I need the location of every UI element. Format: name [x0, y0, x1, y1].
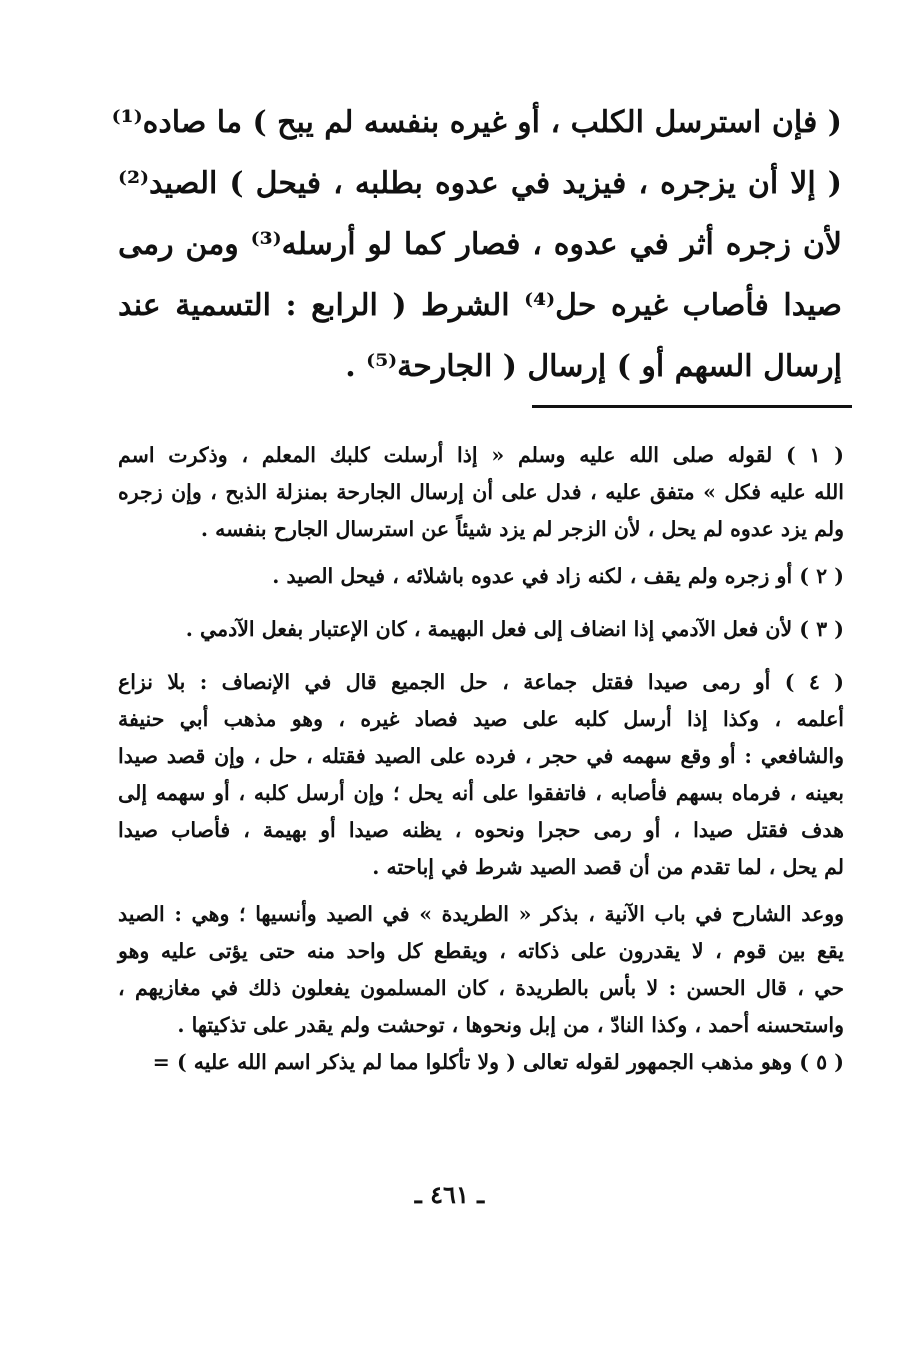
main-text-line: إرسال السهم أو ) إرسال ( الجارحة⁽⁵⁾ .: [345, 349, 842, 384]
footnote-line: ( ١ ) لقوله صلى الله عليه وسلم « إذا أرسلت كلبك المعلم ، وذكرت اسم: [118, 443, 844, 467]
footnote-line: هدف فقتل صيدا ، أو رمى حجرا ونحوه ، يظنه صيدا أو بهيمة ، فأصاب صيدا: [118, 818, 844, 842]
footnote-line: يقع بين قوم ، لا يقدرون على ذكاته ، ويقطع كل واحد منه حتى يؤتى عليه وهو: [118, 939, 844, 963]
footnote-line: ( ٣ ) لأن فعل الآدمي إذا انضاف إلى فعل البهيمة ، كان الإعتبار بفعل الآدمي .: [185, 617, 844, 641]
footnote-line: ( ٤ ) أو رمى صيدا فقتل جماعة ، حل الجميع قال في الإنصاف : بلا نزاع: [118, 670, 844, 694]
footnote-line: أعلمه ، وكذا إذا أرسل كلبه على صيد فصاد غيره ، وهو مذهب أبي حنيفة: [118, 707, 844, 731]
footnote-divider: [532, 405, 852, 408]
main-text-line: صيدا فأصاب غيره حل⁽⁴⁾ الشرط ( الرابع : التسمية عند: [118, 288, 842, 323]
footnotes-block: [118, 437, 844, 1081]
footnote-5: [118, 1044, 844, 1081]
main-text-line: ( إلا أن يزجره ، فيزيد في عدوه بطلبه ، فيحل ) الصيد⁽²⁾: [118, 166, 842, 201]
footnote-line: ( ٢ ) أو زجره ولم يقف ، لكنه زاد في عدوه باشلائه ، فيحل الصيد .: [272, 564, 844, 588]
footnote-line: ( ٥ ) وهو مذهب الجمهور لقوله تعالى ( ولا تأكلوا مما لم يذكر اسم الله عليه ) =: [152, 1050, 844, 1074]
footnote-4-continuation: [118, 896, 844, 1044]
main-text-line: ( فإن استرسل الكلب ، أو غيره بنفسه لم يبح ) ما صاده⁽¹⁾: [111, 105, 842, 140]
footnote-line: حي ، قال الحسن : لا بأس بالطريدة ، كان المسلمون يفعلون ذلك في مغازيهم ،: [118, 976, 844, 1000]
footnote-line: ووعد الشارح في باب الآنية ، بذكر « الطريدة » في الصيد وأنسيها ؛ وهي : الصيد: [118, 902, 844, 926]
main-text-block: [111, 92, 842, 397]
footnote-2: [118, 558, 844, 595]
footnote-line: لم يحل ، لما تقدم من أن قصد الصيد شرط في إباحته .: [372, 855, 844, 879]
footnote-4: [118, 664, 844, 886]
footnote-line: بعينه ، فرماه بسهم فأصابه ، فاتفقوا على أنه يحل ؛ وإن أرسل كلبه ، أو سهمه إلى: [118, 781, 844, 805]
footnote-3: [118, 611, 844, 648]
footnote-line: الله عليه فكل » متفق عليه ، فدل على أن إرسال الجارحة بمنزلة الذبح ، وإن زجره: [118, 480, 844, 504]
main-text-line: لأن زجره أثر في عدوه ، فصار كما لو أرسله⁽³⁾ ومن رمى: [118, 227, 842, 262]
footnote-line: والشافعي : أو وقع سهمه في حجر ، فرده على الصيد فقتله ، حل ، وإن قصد صيدا: [118, 744, 844, 768]
footnote-line: ولم يزد عدوه لم يحل ، لأن الزجر لم يزد شيئاً عن استرسال الجارح بنفسه .: [200, 517, 844, 541]
footnote-1: [118, 437, 844, 548]
page-number: ـ ٤٦١ ـ: [414, 1180, 485, 1209]
footnote-line: واستحسنه أحمد ، وكذا النادّ ، من إبل ونحوها ، توحشت ولم يقدر على تذكيتها .: [177, 1013, 844, 1037]
